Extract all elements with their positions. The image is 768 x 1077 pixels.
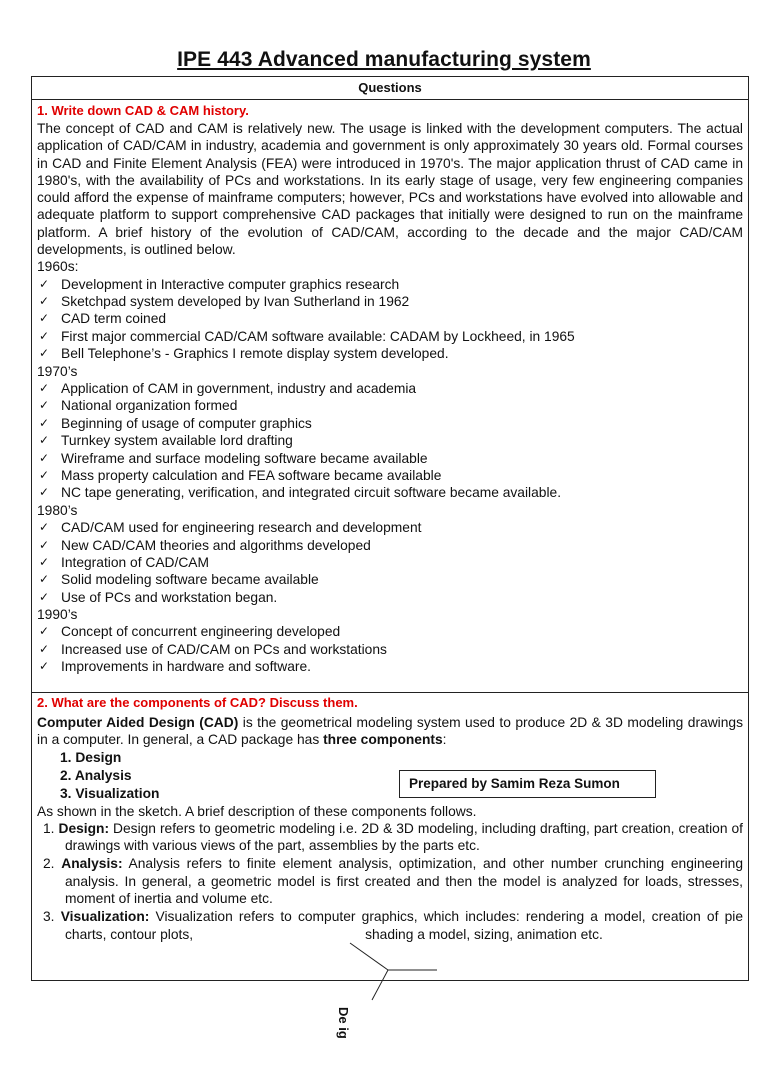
cad-term: Computer Aided Design (CAD) [37,715,239,730]
history-item [37,328,743,345]
history-item [37,519,743,536]
document-title: IPE 443 Advanced manufacturing system [177,48,591,71]
history-item-text: First major commercial CAD/CAM software available: CADAM by Lockheed, in 1965 [61,328,575,344]
checkmark-icon: ✓ [39,415,50,430]
history-item-text: Increased use of CAD/CAM on PCs and workstations [61,641,387,657]
history-item-text: Improvements in hardware and software. [61,659,311,675]
desc-num: 1. [43,820,55,836]
history-item [37,554,743,571]
questions-table [31,76,749,981]
question-2-heading: 2. What are the components of CAD? Discuss them. [37,695,358,710]
history-item-text: Integration of CAD/CAM [61,554,209,570]
checkmark-icon: ✓ [39,624,50,639]
history-item [37,589,743,606]
desc-num: 2. [43,856,55,872]
checkmark-icon: ✓ [39,572,50,587]
history-item [37,380,743,397]
history-item-text: CAD term coined [61,311,167,327]
sketch-note: As shown in the sketch. A brief description of these components follows. [37,803,477,819]
component-item: 1. Design [60,749,122,765]
history-item-text: Turnkey system available lord drafting [61,433,293,449]
history-item-text: NC tape generating, verification, and integrated circuit software became available. [61,485,562,501]
checkmark-icon: ✓ [39,537,50,552]
history-item [37,310,743,327]
intro-end: : [442,732,447,748]
author-stamp: Prepared by Samim Reza Sumon [399,770,656,798]
history-item [37,537,743,554]
question-1-intro: The concept of CAD and CAM is relatively new. The usage is linked with the development computers. The actual application of CAD/CAM in industry, academia and government is only approximately 30 years old. Formal courses in CAD and Finite Element Analysis (FEA) were introduced in 1970's. The major application thrust of CAD came in 1980's, with the availability of PCs and workstations. In its early stage of usage, very few engineering companies could afford the expense of mainframe computers; however, PCs and workstations have evolved into allowable and adequate platform to support comprehensive CAD packages that initially were designed to run on the mainframe platform. A brief history of the evolution of CAD/CAM, according to the decade and the major CAD/CAM developments, is outlined below. [37,121,743,258]
question-1-cell [32,100,748,693]
decade-items [37,519,743,606]
history-item [37,658,743,675]
history-item-text: Beginning of usage of computer graphics [61,415,312,431]
history-item [37,397,743,414]
checkmark-icon: ✓ [39,398,50,413]
checkmark-icon: ✓ [39,294,50,309]
checkmark-icon: ✓ [39,554,50,569]
question-2-intro [37,714,743,749]
history-item-text: Sketchpad system developed by Ivan Sutherland in 1962 [61,294,410,310]
checkmark-icon: ✓ [39,659,50,674]
history-item [37,641,743,658]
decade-items [37,623,743,675]
history-item-text: National organization formed [61,398,238,414]
history-item [37,484,743,501]
description-analysis [37,855,743,907]
history-item-text: Bell Telephone’s - Graphics I remote display system developed. [61,346,449,362]
checkmark-icon: ✓ [39,468,50,483]
table-header: Questions [32,77,748,100]
question-1-heading: 1. Write down CAD & CAM history. [37,103,249,118]
checkmark-icon: ✓ [39,311,50,326]
history-item-text: Use of PCs and workstation began. [61,589,278,605]
desc-term: Visualization: [60,909,150,925]
rotated-sketch-label: De ig [336,1007,351,1039]
history-item [37,345,743,362]
decade-items [37,276,743,363]
checkmark-icon: ✓ [39,485,50,500]
history-item-text: Mass property calculation and FEA software became available [61,468,442,484]
checkmark-icon: ✓ [39,328,50,343]
history-item-text: Concept of concurrent engineering developed [61,624,341,640]
decade-items [37,380,743,502]
checkmark-icon: ✓ [39,589,50,604]
desc-term: Design: [58,820,110,836]
decade-label: 1990’s [37,607,78,623]
history-item [37,467,743,484]
history-item [37,276,743,293]
checkmark-icon: ✓ [39,433,50,448]
decade-history-list [37,258,743,675]
history-item [37,293,743,310]
decade-label: 1980’s [37,502,78,518]
checkmark-icon: ✓ [39,346,50,361]
description-visualization [37,908,743,943]
checkmark-icon: ✓ [39,520,50,535]
history-item-text: Wireframe and surface modeling software became available [61,450,428,466]
component-item: 2. Analysis [60,767,132,783]
history-item [37,415,743,432]
history-item [37,432,743,449]
desc-text: Analysis refers to finite element analysis, optimization, and other number crunching engineering analysis. In general, a geometric model is first created and then the model is analyzed for loads, stresses, moment of inertia and volume etc. [65,856,743,907]
history-item [37,623,743,640]
history-item-text: CAD/CAM used for engineering research and development [61,520,422,536]
checkmark-icon: ✓ [39,381,50,395]
description-design [37,820,743,855]
desc-text: Visualization refers to computer graphics, which includes: rendering a model, creation of pie charts, contour plots, [65,909,743,942]
checkmark-icon: ✓ [39,450,50,465]
desc-num: 3. [43,909,55,925]
history-item-text: New CAD/CAM theories and algorithms developed [61,537,371,553]
checkmark-icon: ✓ [39,641,50,656]
question-2-cell [32,693,748,980]
history-item-text: Application of CAM in government, industry and academia [61,381,417,396]
history-item [37,571,743,588]
decade-label: 1970’s [37,363,78,379]
history-item [37,450,743,467]
component-item: 3. Visualization [60,785,160,801]
desc-text: Design refers to geometric modeling i.e. 2D & 3D modeling, including drafting, part creation, creation of drawings with various views of the part, assemblies by the parts etc. [65,820,743,854]
history-item-text: Development in Interactive computer graphics research [61,276,400,292]
three-components-term: three components [323,732,443,748]
intro-text: is the geometrical modeling system used to produce 2D & 3D modeling drawings in a computer. In general, a CAD package has [37,715,743,748]
checkmark-icon: ✓ [39,276,50,291]
desc-term: Analysis: [61,856,123,872]
history-item-text: Solid modeling software became available [61,572,319,588]
desc-text-after: shading a model, sizing, animation etc. [365,926,603,942]
decade-label: 1960s: [37,259,79,275]
